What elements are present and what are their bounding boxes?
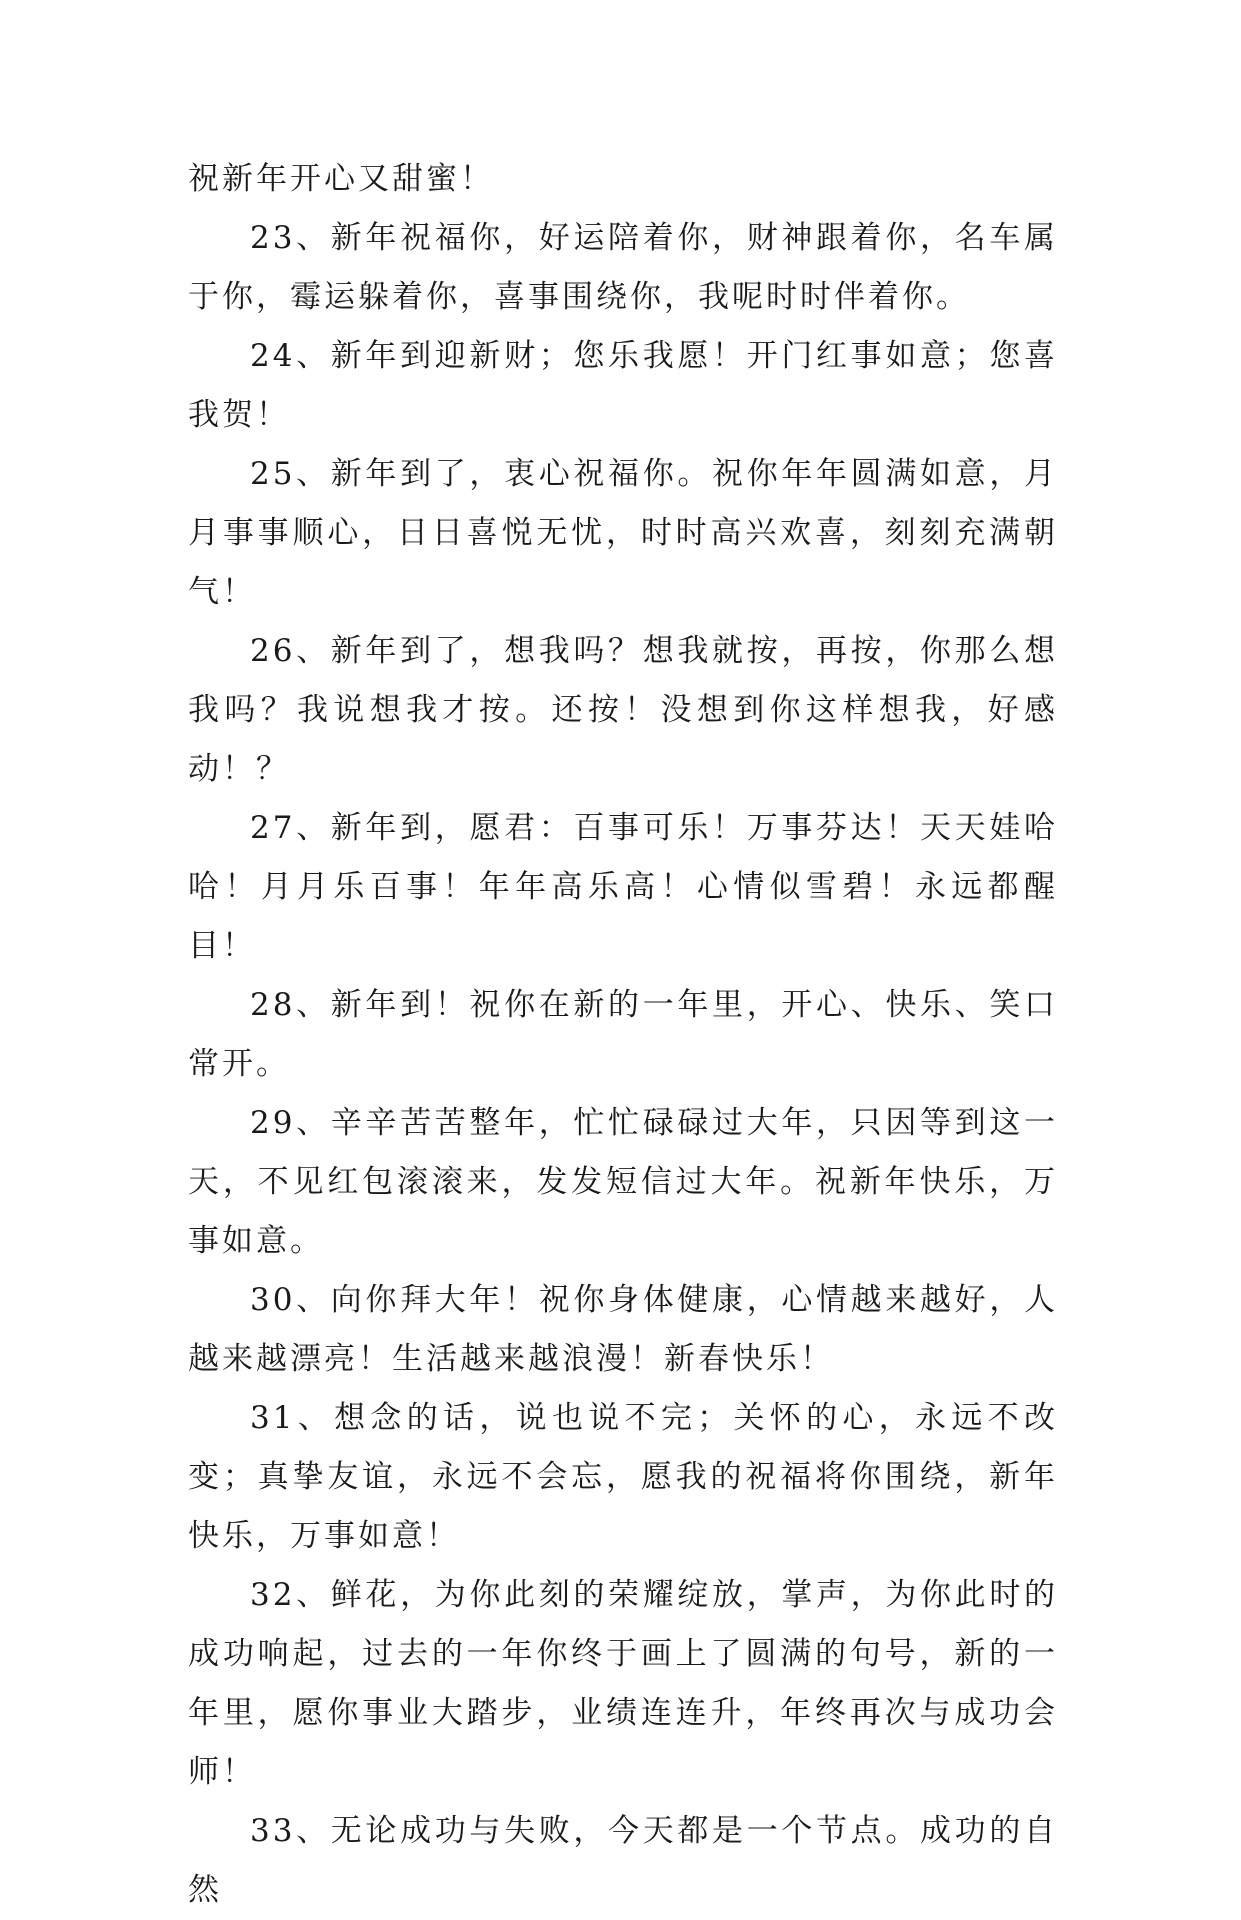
paragraph-27: 27、新年到，愿君：百事可乐！万事芬达！天天娃哈哈！月月乐百事！年年高乐高！心情似雪碧！永远都醒目！	[188, 810, 1058, 964]
paragraph-32: 32、鲜花，为你此刻的荣耀绽放，掌声，为你此时的成功响起，过去的一年你终于画上了圆满的句号，新的一年里，愿你事业大踏步，业绩连连升，年终再次与成功会师！	[188, 1577, 1058, 1790]
paragraph-29: 29、辛辛苦苦整年，忙忙碌碌过大年，只因等到这一天，不见红包滚滚来，发发短信过大年。祝新年快乐，万事如意。	[188, 1105, 1058, 1259]
paragraph-0: 祝新年开心又甜蜜！	[188, 161, 494, 197]
paragraph-24: 24、新年到迎新财；您乐我愿！开门红事如意；您喜我贺！	[188, 338, 1058, 433]
paragraph-28: 28、新年到！祝你在新的一年里，开心、快乐、笑口常开。	[188, 987, 1058, 1082]
paragraph-30: 30、向你拜大年！祝你身体健康，心情越来越好，人越来越漂亮！生活越来越浪漫！新春快乐！	[188, 1282, 1058, 1377]
paragraph-23: 23、新年祝福你，好运陪着你，财神跟着你，名车属于你，霉运躲着你，喜事围绕你，我呢时时伴着你。	[188, 220, 1058, 315]
paragraph-33: 33、无论成功与失败，今天都是一个节点。成功的自然	[188, 1813, 1058, 1908]
paragraph-26: 26、新年到了，想我吗？想我就按，再按，你那么想我吗？我说想我才按。还按！没想到你这样想我，好感动！？	[188, 633, 1058, 787]
paragraph-25: 25、新年到了，衷心祝福你。祝你年年圆满如意，月月事事顺心，日日喜悦无忧，时时高兴欢喜，刻刻充满朝气！	[188, 456, 1058, 610]
paragraph-31: 31、想念的话，说也说不完；关怀的心，永远不改变；真挚友谊，永远不会忘，愿我的祝福将你围绕，新年快乐，万事如意！	[188, 1400, 1058, 1554]
document-body	[188, 150, 1058, 1920]
